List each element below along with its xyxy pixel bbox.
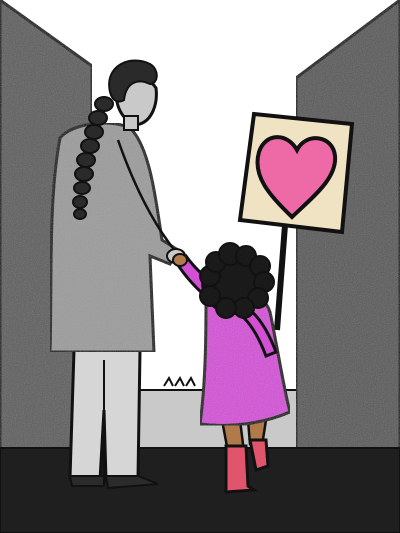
right-wall <box>296 0 400 470</box>
adult-shoe-left <box>70 476 104 486</box>
ground <box>0 448 400 533</box>
child-hand <box>173 254 187 266</box>
adult-neck <box>124 116 138 130</box>
